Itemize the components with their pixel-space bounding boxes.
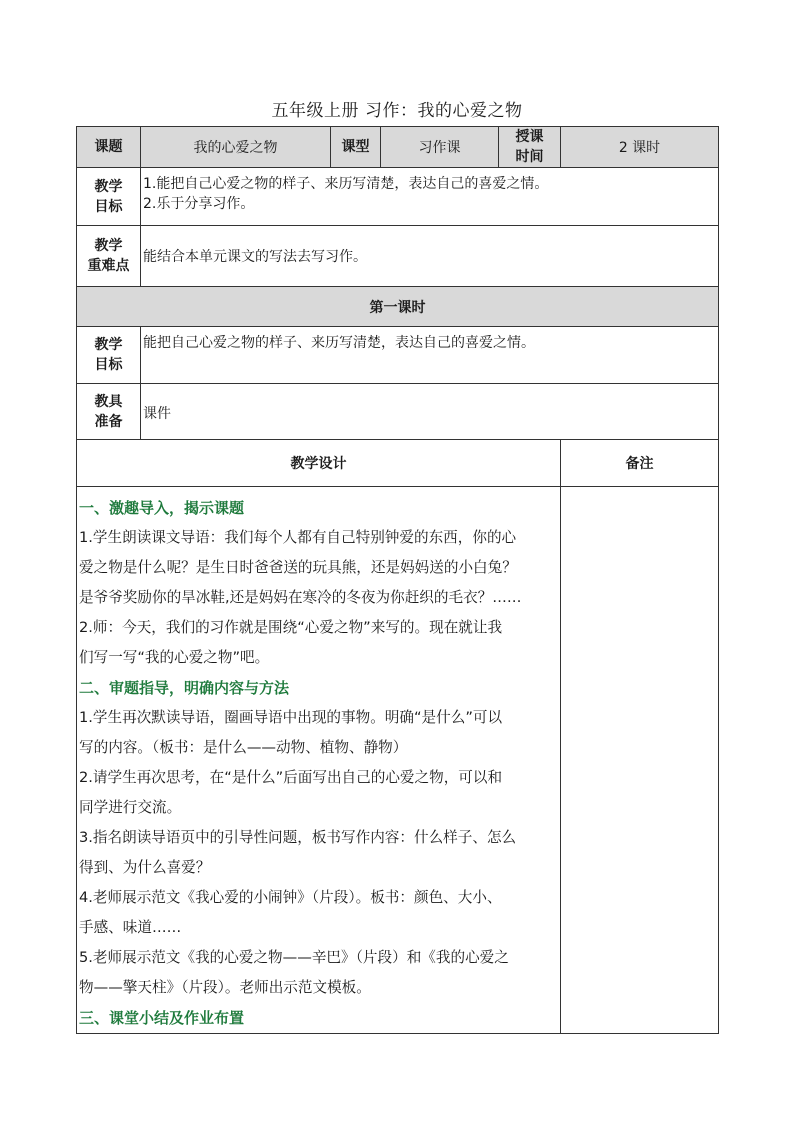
- design-line: 手感、味道……: [79, 919, 182, 936]
- goals-label: [77, 168, 141, 226]
- time-value: 2 课时: [561, 127, 719, 168]
- design-content: [77, 487, 561, 1034]
- lesson-goals-text: [141, 327, 719, 384]
- lesson-goals-label-line-2: 目标: [94, 357, 123, 373]
- section-heading: 一、激趣导入，揭示课题: [79, 499, 245, 517]
- remarks-header: 备注: [561, 440, 719, 487]
- remarks-cell: [561, 487, 719, 1034]
- document-title: 五年级上册 习作：我的心爱之物: [271, 101, 523, 121]
- design-line: 得到、为什么喜爱？: [79, 859, 211, 876]
- design-line: 4.老师展示范文《我心爱的小闹钟》（片段）。板书：颜色、大小、: [79, 889, 502, 906]
- design-body-row: [77, 487, 719, 1034]
- time-label-line-1: 授课: [515, 129, 544, 145]
- type-value: 习作课: [381, 127, 499, 168]
- design-line: 们写一写“我的心爱之物”吧。: [79, 649, 270, 666]
- section-heading: 二、审题指导，明确内容与方法: [79, 679, 290, 697]
- design-line: 同学进行交流。: [79, 799, 182, 816]
- design-line: 写的内容。（板书：是什么——动物、植物、静物）: [79, 739, 408, 756]
- lesson-plan-table: [76, 126, 719, 1034]
- time-label: [499, 127, 561, 168]
- tools-label: [77, 384, 141, 440]
- tools-line: 课件: [143, 406, 171, 422]
- goals-label-line-1: 教学: [94, 178, 123, 195]
- design-line: 物——擎天柱》（片段）。老师出示范文模板。: [79, 979, 371, 996]
- design-line: 爱之物是什么呢？是生日时爸爸送的玩具熊，还是妈妈送的小白兔？: [79, 559, 517, 576]
- topic-value: 我的心爱之物: [141, 127, 331, 168]
- tools-label-line-2: 准备: [94, 413, 123, 430]
- design-header-row: [77, 440, 719, 487]
- goals-label-line-2: 目标: [94, 198, 123, 215]
- lesson-title-row: [77, 287, 719, 327]
- key-points-line: 能结合本单元课文的写法去写习作。: [143, 249, 367, 265]
- section-heading: 三、课堂小结及作业布置: [79, 1009, 245, 1027]
- time-label-line-2: 时间: [515, 149, 544, 165]
- goals-text: [141, 168, 719, 226]
- design-line: 3.指名朗读导语页中的引导性问题，板书写作内容：什么样子、怎么: [79, 829, 517, 846]
- tools-label-line-1: 教具: [94, 393, 123, 410]
- lesson-goals-label-line-1: 教学: [94, 337, 123, 353]
- lesson-goals-line: 能把自己心爱之物的样子、来历写清楚，表达自己的喜爱之情。: [143, 335, 535, 351]
- design-line: 1.学生朗读课文导语：我们每个人都有自己特别钟爱的东西，你的心: [79, 529, 517, 546]
- design-line: 5.老师展示范文《我的心爱之物——辛巴》（片段）和《我的心爱之: [79, 949, 509, 966]
- goal-line: 2.乐于分享习作。: [143, 196, 255, 212]
- design-header: 教学设计: [77, 440, 561, 487]
- tools-text: [141, 384, 719, 440]
- key-points-label-line-2: 重难点: [87, 258, 130, 274]
- key-points-label-line-1: 教学: [94, 238, 123, 254]
- key-points-row: [77, 226, 719, 287]
- lesson-goals-label: [77, 327, 141, 384]
- type-label: 课型: [331, 127, 381, 168]
- key-points-text: [141, 226, 719, 287]
- design-line: 2.请学生再次思考，在“是什么”后面写出自己的心爱之物，可以和: [79, 769, 503, 786]
- header-row: [77, 127, 719, 168]
- design-line: 是爷爷奖励你的旱冰鞋,还是妈妈在寒冷的冬夜为你赶织的毛衣？……: [79, 589, 522, 606]
- lesson-title: 第一课时: [77, 287, 719, 327]
- design-line: 1.学生再次默读导语，圈画导语中出现的事物。明确“是什么”可以: [79, 709, 503, 726]
- topic-label: 课题: [77, 127, 141, 168]
- goal-line: 1.能把自己心爱之物的样子、来历写清楚，表达自己的喜爱之情。: [143, 176, 549, 192]
- goals-row: [77, 168, 719, 226]
- key-points-label: [77, 226, 141, 287]
- lesson-goals-row: [77, 327, 719, 384]
- tools-row: [77, 384, 719, 440]
- design-line: 2.师：今天，我们的习作就是围绕“心爱之物”来写的。现在就让我: [79, 619, 503, 636]
